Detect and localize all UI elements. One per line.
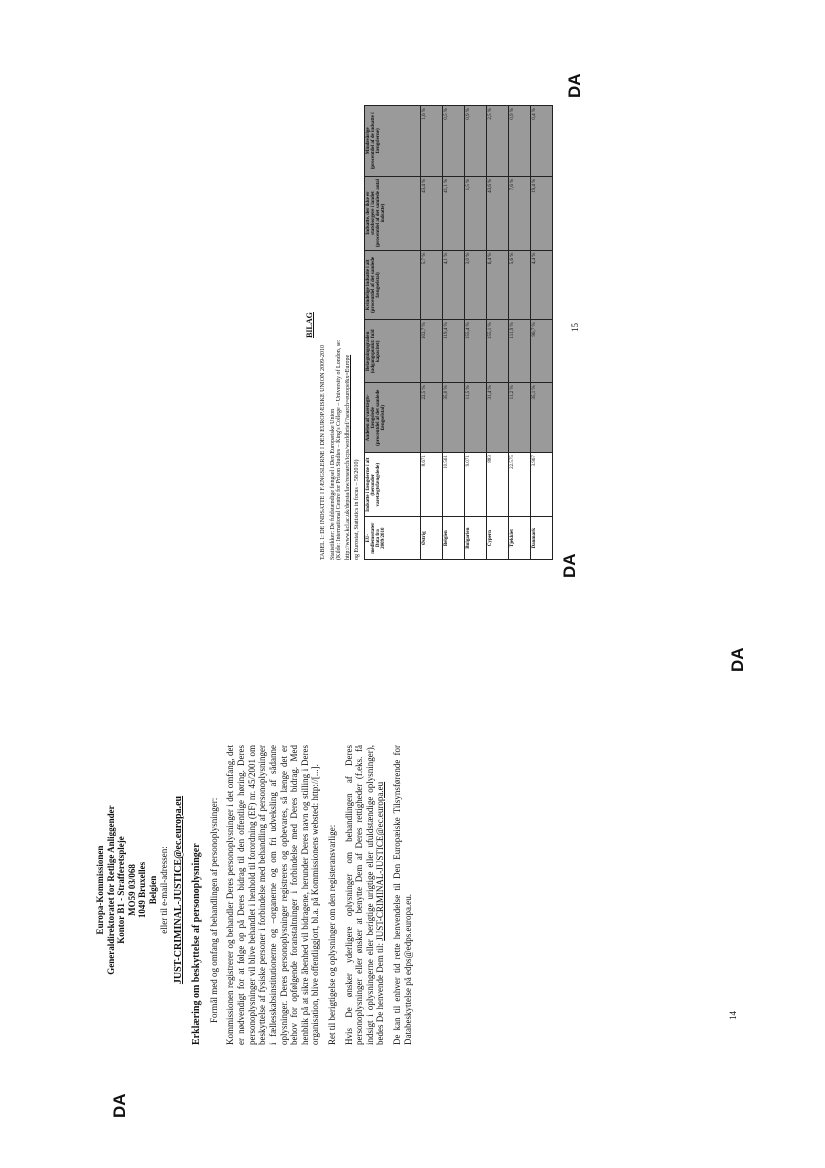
header-women: Kvindelige indsatte i alt (procentdel af det samlede fængselstal) [365,250,421,320]
address-line: Europa-Kommissionen [95,845,105,935]
address-block [95,745,185,1035]
address-line: Generaldirektoratet for Retlige Anliggender [105,805,116,975]
stats-source: Statistikker: De fuldstændige fængsel i Den Europæiske Union [330,408,336,560]
cell-remand: 31,4 % [487,383,509,453]
cell-women: 5,6 % [509,250,531,320]
contact-email-link[interactable]: JUST-CRIMINAL-JUSTICE@ec.europa.eu [173,795,185,985]
rights-email-link[interactable]: JUST-CRIMINAL-JUSTICE@ec.europa.eu [375,781,386,941]
language-marker: DA [560,553,579,578]
cell-minors: 2,5 % [487,106,509,177]
cell-minors: 1,6 % [421,106,443,177]
address-line: 1049 Bruxelles [137,861,148,919]
right-page-content [305,90,555,560]
cell-total: 9.071 [465,453,487,517]
header-remand: Andelen af varetægts-fængslede (procentdel af det samlede fængselstal) [365,383,421,453]
cell-country: Tjekkiet [509,517,531,560]
header-member-states: EU-medlemsstater Data fra 2009/2010 [365,517,421,560]
table-row [421,106,443,560]
cell-occupancy: 96,7 % [531,320,553,383]
edps-text: De kan til enhver tid rette henvendelse til Den Europæiske Tilsynsførende for Databeskyttelse på edps@edps.europa.eu. [392,745,413,1045]
cell-total: 10.561 [443,453,465,517]
cell-total: 8.671 [421,453,443,517]
table-header-row [365,106,421,560]
page-number-14: 14 [728,1011,738,1020]
prison-statistics-table [364,105,553,560]
cell-minors: 0,4 % [531,106,553,177]
cell-women: 3,0 % [465,250,487,320]
language-marker: DA [728,647,747,672]
cell-country: Østrig [421,517,443,560]
purpose-title: Formål med og omfang af behandlingen af personoplysninger: [208,797,219,1023]
cell-country: Cypern [487,517,509,560]
cell-occupancy: 155,1 % [487,320,509,383]
table-caption: TABEL 1: DE INDSATTE I FÆNGSLERNE I DEN EUROPÆISKE UNION 2009-2010 [320,345,326,560]
table-row [487,106,509,560]
cell-occupancy: 111,9 % [509,320,531,383]
cell-occupancy: 119,4 % [443,320,465,383]
table-row [443,106,465,560]
rights-text [344,745,386,1045]
cell-women: 6,4 % [487,250,509,320]
privacy-heading: Erklæring om beskyttelse af personoplysninger [191,843,203,1045]
table-row [465,106,487,560]
header-minors: Mindreårige (procentdel af de indsatte i fængslerne) [365,106,421,177]
page-number-15: 15 [570,323,580,332]
cell-total: 883 [487,453,509,517]
language-marker: DA [110,1093,129,1118]
cell-women: 5,7 % [421,250,443,320]
header-total-prisoners: Indsatte i fængslerne i alt (herunder varetægtsfængslede) [365,453,421,517]
address-line: Kontor B1 - Strafferetspleje [116,836,127,944]
cell-country: Danmark [531,517,553,560]
cell-foreign: 7,6 % [509,176,531,250]
cell-occupancy: 155,4 % [465,320,487,383]
address-line: MO59 03/068 [126,864,137,916]
cell-occupancy: 102,7 % [421,320,443,383]
header-foreign: Indsatte, der ikke er statsborgere i landet (procentdel af det samlede antal indsatte) [365,176,421,250]
cell-remand: 22,5 % [421,383,443,453]
cell-remand: 11,5 % [465,383,487,453]
address-line: eller til e-mail-adressen: [158,846,169,934]
cell-total: 3.967 [531,453,553,517]
left-page-content [95,745,455,1045]
cell-women: 4,1 % [443,250,465,320]
cell-foreign: 1,5 % [465,176,487,250]
cell-foreign: 43,4 % [421,176,443,250]
annex-title: BILAG [305,312,314,338]
cell-foreign: 19,4 % [531,176,553,250]
address-line: Belgien [148,875,159,905]
header-occupancy: Belægningsgraden (udgangspunkt: fuld kapacitet) [365,320,421,383]
purpose-text: Kommissionen registrerer og behandler Deres personoplysninger i det omfang, det er nødvendigt for at følge op på Deres bidrag til den offentlige høring. Deres personoplysninger vil blive behandlet i henhold til forordning (EF) nr. 45/2001 om beskyttelse af fysiske personer i forbindelse med behandling af personoplysninger i fællesskabsinstitutionerne og –organerne og om fri udveksling af sådanne oplysninger. Deres personoplysninger registreres og opbevares, så længe det er behov for opfølgende foranstaltninger i forbindelse med Deres bidrag. Med henblik på at sikre åbenhed vil bidragene, herunder Deres navn og stilling i Deres organisation, blive offentliggjort, bl.a. på Kommissionens websted: http://[...]. [225,745,321,1045]
cell-total: 22.575 [509,453,531,517]
cell-remand: 35,0 % [443,383,465,453]
cell-minors: 0,9 % [509,106,531,177]
stats-eurostat: og Eurostat, Statistics in focus – 58/2010) [354,459,360,560]
cell-foreign: 43,6 % [487,176,509,250]
cell-women: 4,4 % [531,250,553,320]
cell-remand: 35,1 % [531,383,553,453]
cell-foreign: 41,1 % [443,176,465,250]
table-row [509,106,531,560]
cell-remand: 11,2 % [509,383,531,453]
rights-text-body: Hvis De ønsker yderligere oplysninger om behandlingen af Deres personoplysninger eller ønsker at benytte Dem af Deres rettigheder (f.eks. få indsigt i oplysningerne eller berigtige urigtige eller ufuldstændige oplysninger), bedes De henvende Dem til: [343,745,386,1045]
stats-url-link[interactable]: http://www.kcl.ac.uk/depsta/law/research/icps/worldbrief/?search=europe&x=Europe [345,354,351,560]
table-row [531,106,553,560]
cell-minors: 0,9 % [465,106,487,177]
rights-title: Ret til berigtigelse og oplysninger om den registeransvarlige: [326,824,337,1045]
cell-minors: 0,5 % [443,106,465,177]
language-marker: DA [565,73,584,98]
cell-country: Belgien [443,517,465,560]
cell-country: Bulgarien [465,517,487,560]
stats-source-detail: (Kilde: International Centre for Prison Studies – King's College – University of London, se: [336,339,342,560]
